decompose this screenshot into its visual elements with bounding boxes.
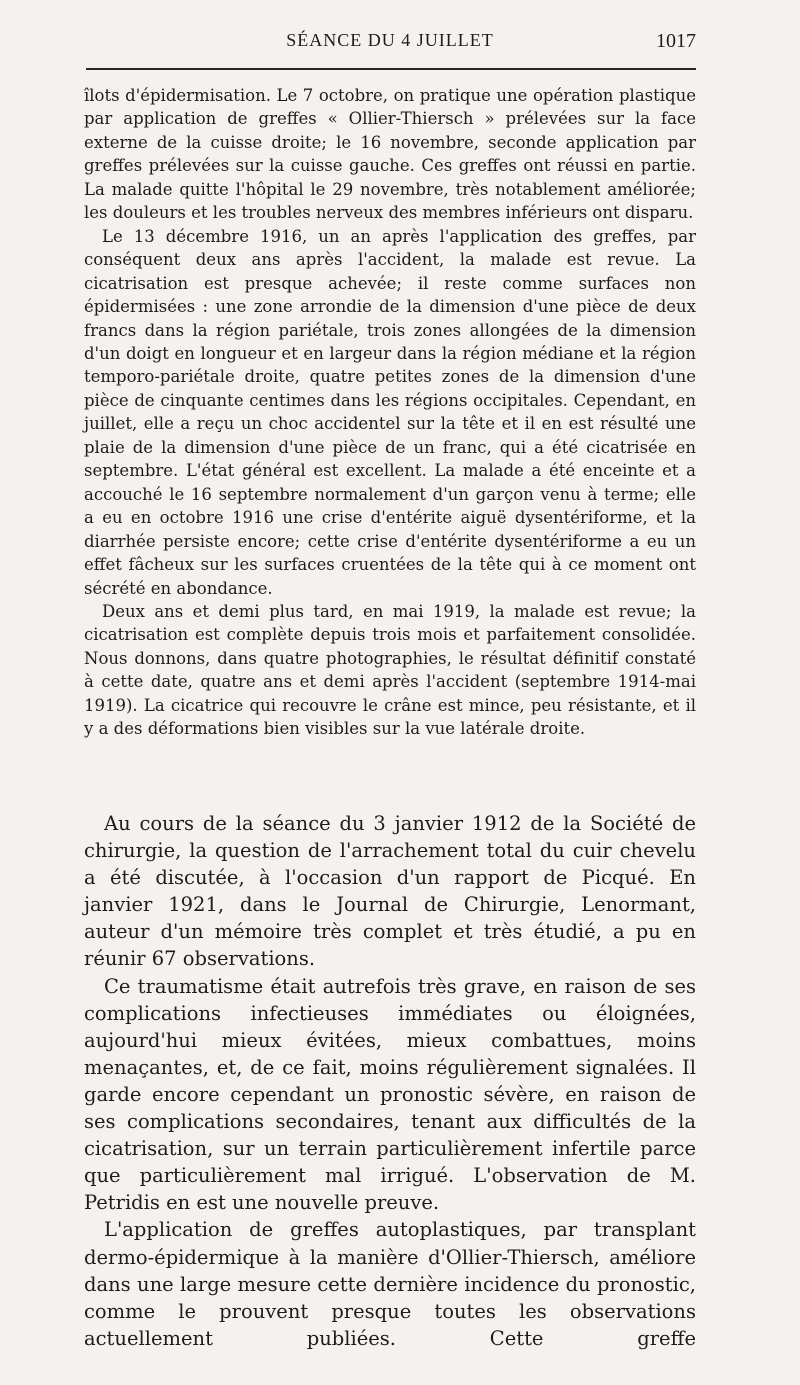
running-title: SÉANCE DU 4 JUILLET [286,30,494,50]
page-number: 1017 [656,30,696,52]
observation-text [84,84,696,741]
commentary-paragraph-2: Ce traumatisme était autrefois très grave, en raison de ses complications infectieuses immédiates ou éloignées, aujourd'hui mieux évitées, mieux combattues, moins menaçantes, et, de ce fait, moins régulièrement signalées. Il garde encore cependant un pronostic sévère, en raison de ses complications secondaires, tenant aux difficultés de la cicatrisation, sur un terrain particulièrement infertile parce que particulièrement mal irrigué. L'observation de M. Petridis en est une nouvelle preuve. [84,974,696,1215]
commentary-text [84,810,696,1352]
observation-paragraph-2: Le 13 décembre 1916, un an après l'application des greffes, par conséquent deux ans après l'accident, la malade est revue. La cicatrisation est presque achevée; il reste comme surfaces non épidermisées : une zone arrondie de la dimension d'une pièce de deux francs dans la région pariétale, trois zones allongées de la dimension d'un doigt en longueur et en largeur dans la région médiane et la région temporo-pariétale droite, quatre petites zones de la dimension d'une pièce de cinquante centimes dans les régions occipitales. Cependant, en juillet, elle a reçu un choc accidentel sur la tête et il en est résulté une plaie de la dimension d'une pièce de un franc, qui a été cicatrisée en septembre. L'état général est excellent. La malade a été enceinte et a accouché le 16 septembre normalement d'un garçon venu à terme; elle a eu en octobre 1916 une crise d'entérite aiguë dysentériforme, et la diarrhée persiste encore; cette crise d'entérite dysentériforme a eu un effet fâcheux sur les surfaces cruentées de la tête qui à ce moment ont sécrété en abondance. [84,226,696,598]
header-rule [86,68,696,70]
commentary-paragraph-1: Au cours de la séance du 3 janvier 1912 de la Société de chirurgie, la question de l'arrachement total du cuir chevelu a été discutée, à l'occasion d'un rapport de Picqué. En janvier 1921, dans le Journal de Chirurgie, Lenormant, auteur d'un mémoire très complet et très étudié, a pu en réunir 67 observations. [84,812,696,971]
commentary-paragraph-3: L'application de greffes autoplastiques, par transplant dermo-épidermique à la manière d'Ollier-Thiersch, améliore dans une large mesure cette dernière incidence du pronostic, comme le prouvent presque toutes les observations actuellement publiées. Cette greffe [84,1218,696,1350]
observation-paragraph-1: îlots d'épidermisation. Le 7 octobre, on pratique une opération plastique par application de greffes « Ollier-Thiersch » prélevées sur la face externe de la cuisse droite; le 16 novembre, seconde application par greffes prélevées sur la cuisse gauche. Ces greffes ont réussi en partie. La malade quitte l'hôpital le 29 novembre, très notablement améliorée; les douleurs et les troubles nerveux des membres inférieurs ont disparu. [84,86,696,223]
page-header [84,30,696,56]
observation-paragraph-3: Deux ans et demi plus tard, en mai 1919, la malade est revue; la cicatrisation est complète depuis trois mois et parfaitement consolidée. Nous donnons, dans quatre photographies, le résultat définitif constaté à cette date, quatre ans et demi après l'accident (septembre 1914-mai 1919). La cicatrice qui recouvre le crâne est mince, peu résistante, et il y a des déformations bien visibles sur la vue latérale droite. [84,601,696,739]
